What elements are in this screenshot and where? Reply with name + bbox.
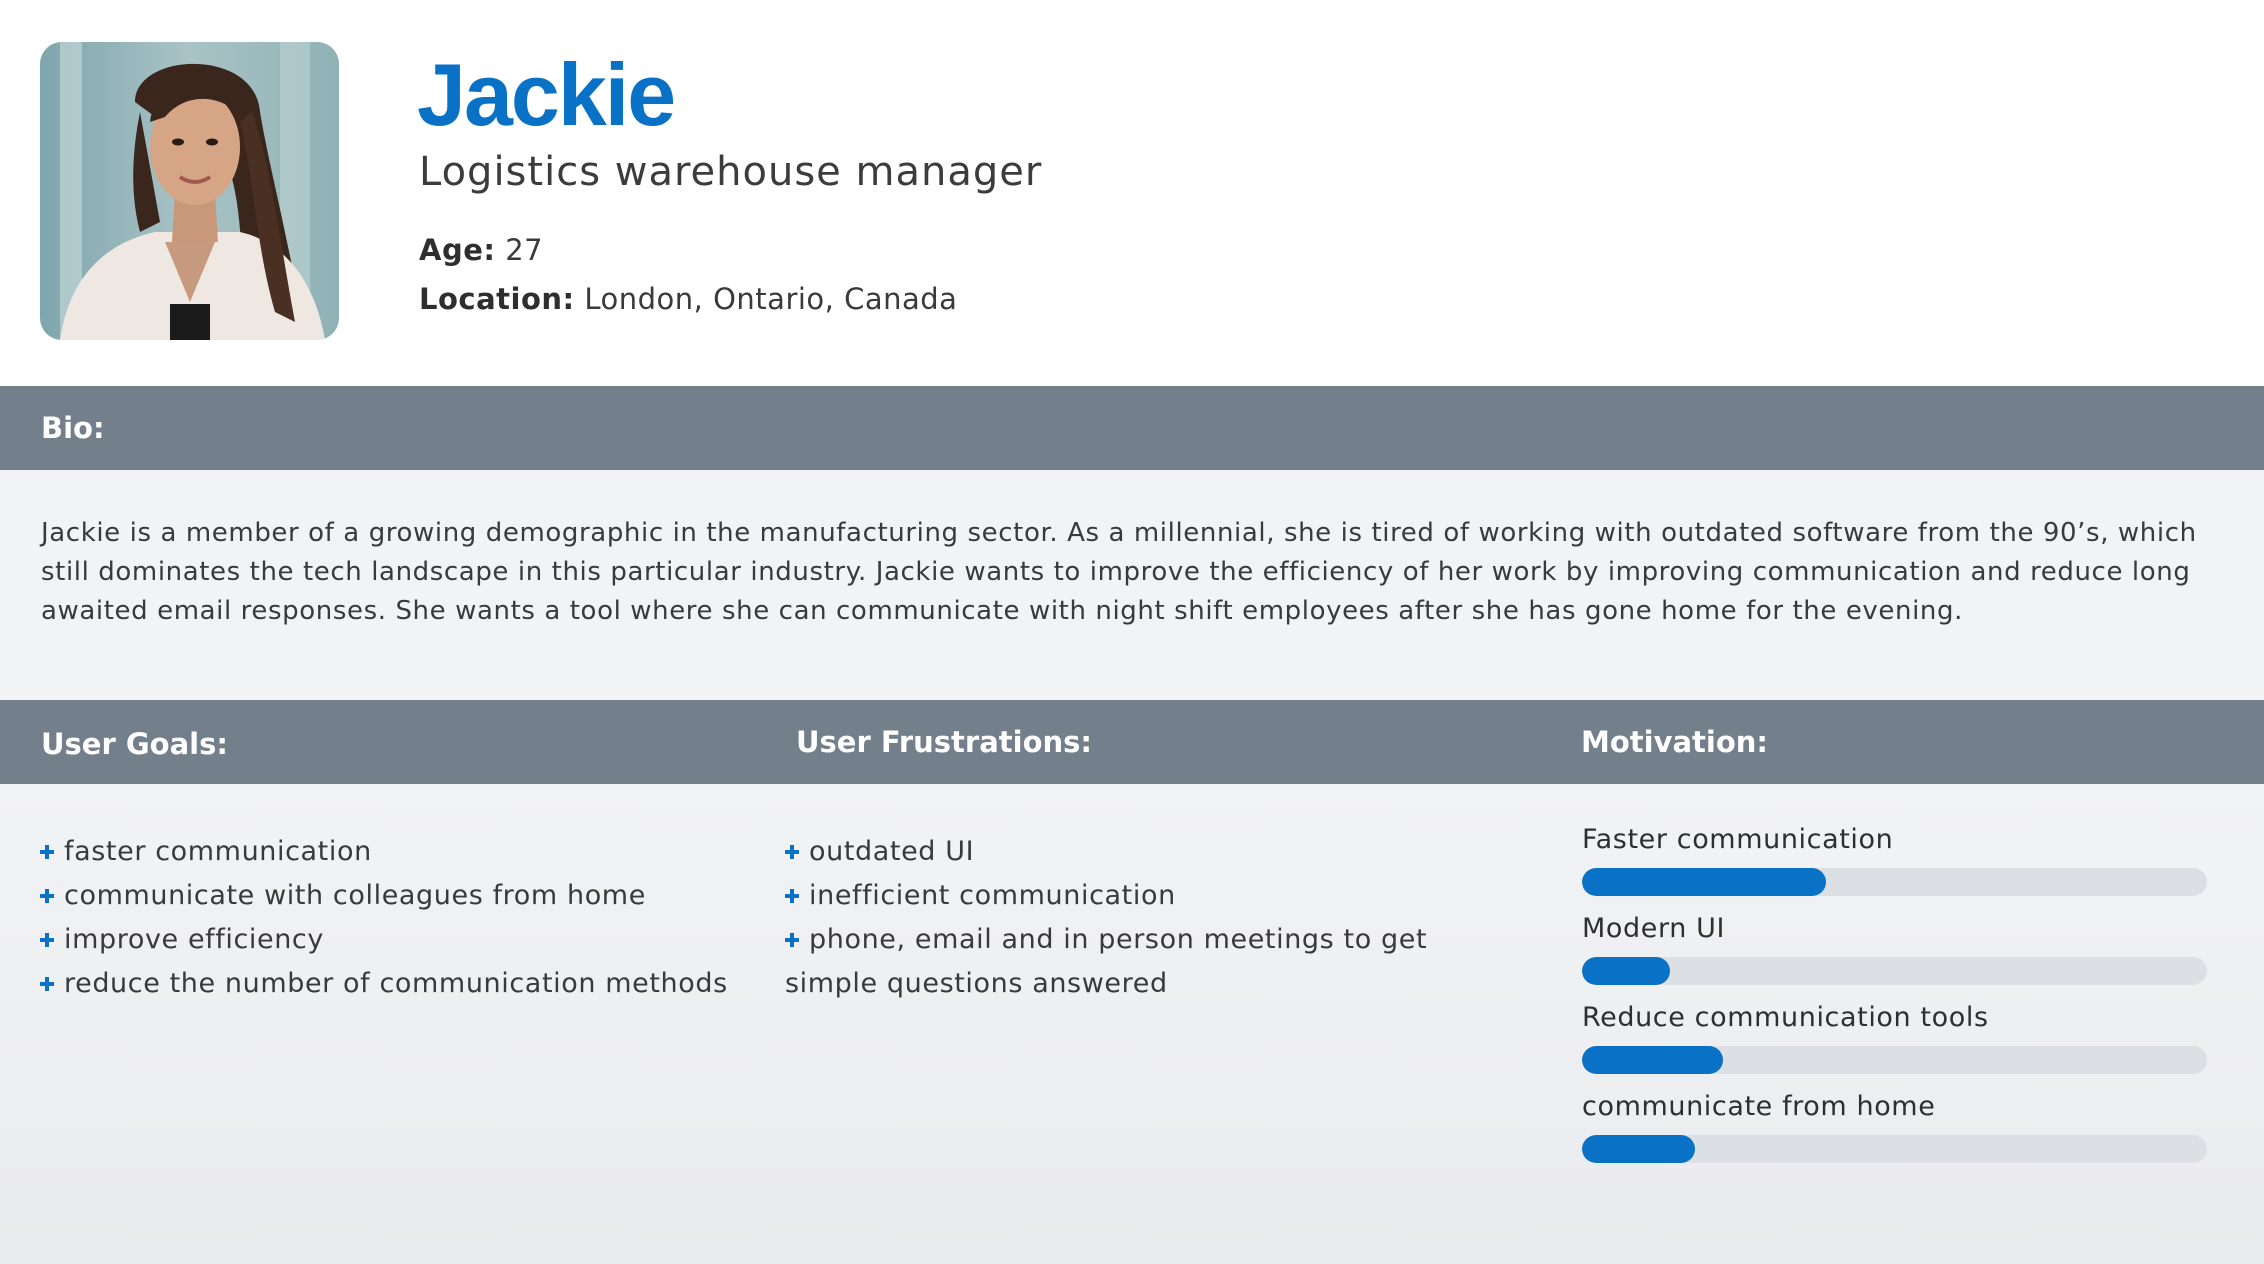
list-item (40, 918, 760, 962)
frustration-text: inefficient communication (809, 880, 1176, 911)
motivation-label: communicate from home (1582, 1091, 1936, 1122)
plus-icon (785, 889, 799, 903)
goals-heading: User Goals: (41, 727, 228, 761)
plus-icon (40, 845, 54, 859)
age-label: Age: (419, 233, 496, 267)
bio-heading: Bio: (41, 411, 105, 445)
list-item (785, 830, 1525, 874)
details-section-bar (0, 700, 2264, 784)
bio-section (0, 470, 2264, 700)
bio-section-bar (0, 386, 2264, 470)
frustrations-heading: User Frustrations: (796, 725, 1093, 759)
motivation-label: Modern UI (1582, 913, 1726, 944)
frustrations-list (785, 830, 1525, 1006)
persona-name: Jackie (417, 45, 675, 144)
motivation-bar-fill (1582, 868, 1826, 896)
motivation-item (1582, 822, 2207, 911)
motivation-item (1582, 1089, 2207, 1178)
persona-header (0, 0, 2264, 384)
list-item (40, 830, 760, 874)
goals-list (40, 830, 760, 1006)
persona-age (419, 230, 543, 270)
frustration-text: phone, email and in person meetings to get simple questions answered (785, 924, 1428, 999)
bio-text: Jackie is a member of a growing demographic in the manufacturing sector. As a millennial, she is tired of working with outdated software from the 90’s, which still dominates the tech landscape in this particular industry. Jackie wants to improve the efficiency of her work by improving communication and reduce long awaited email responses. She wants a tool where she can communicate with night shift employees after she has gone home for the evening. (41, 518, 2197, 626)
plus-icon (785, 845, 799, 859)
plus-icon (40, 933, 54, 947)
persona-role: Logistics warehouse manager (419, 149, 1043, 195)
motivation-label: Reduce communication tools (1582, 1002, 1989, 1033)
motivation-bar-fill (1582, 957, 1670, 985)
motivation-bar-track (1582, 1046, 2207, 1074)
plus-icon (40, 977, 54, 991)
location-value: London, Ontario, Canada (584, 282, 958, 316)
motivation-bar-fill (1582, 1046, 1723, 1074)
persona-photo (40, 42, 339, 340)
motivation-heading: Motivation: (1581, 725, 1769, 759)
goal-text: faster communication (64, 836, 372, 867)
frustration-text: outdated UI (809, 836, 975, 867)
list-item (785, 874, 1525, 918)
motivation-bar-fill (1582, 1135, 1695, 1163)
persona-location (419, 279, 957, 319)
plus-icon (785, 933, 799, 947)
goal-text: communicate with colleagues from home (64, 880, 646, 911)
motivation-bar-track (1582, 868, 2207, 896)
motivation-list (1582, 822, 2207, 1178)
motivation-bar-track (1582, 957, 2207, 985)
list-item (40, 874, 760, 918)
details-section (0, 784, 2264, 1264)
location-label: Location: (419, 282, 575, 316)
motivation-item (1582, 1000, 2207, 1089)
plus-icon (40, 889, 54, 903)
motivation-label: Faster communication (1582, 824, 1894, 855)
persona-portrait-image (40, 42, 339, 340)
goal-text: improve efficiency (64, 924, 324, 955)
goal-text: reduce the number of communication methods (64, 968, 728, 999)
list-item (40, 962, 760, 1006)
list-item (785, 918, 1525, 1006)
motivation-bar-track (1582, 1135, 2207, 1163)
motivation-item (1582, 911, 2207, 1000)
age-value: 27 (505, 233, 544, 267)
